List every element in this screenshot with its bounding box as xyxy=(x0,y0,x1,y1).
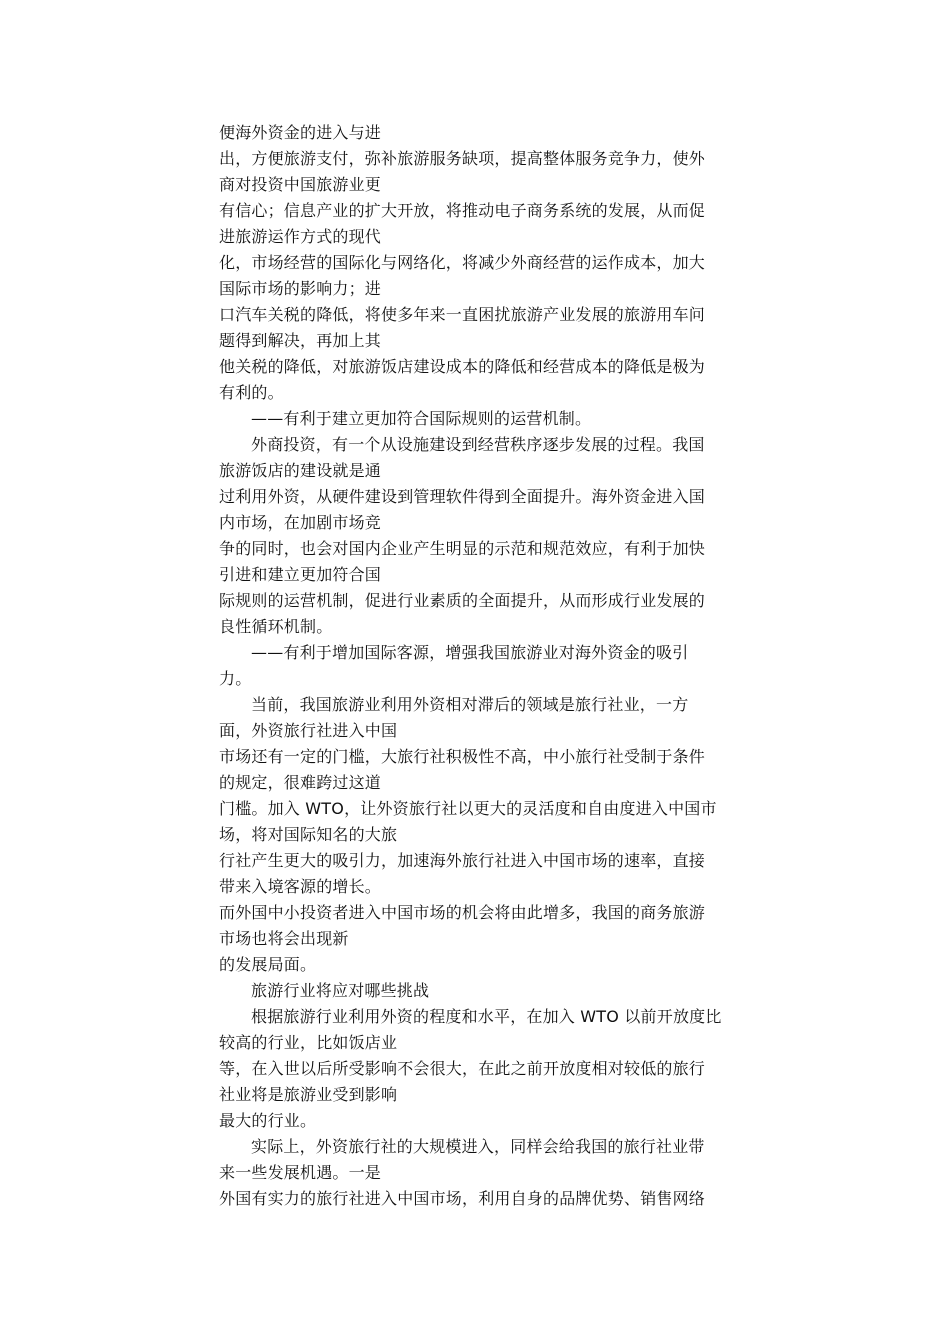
text-line: 化，市场经营的国际化与网络化，将减少外商经营的运作成本，加大 xyxy=(219,253,706,272)
text-line: 外国有实力的旅行社进入中国市场，利用自身的品牌优势、销售网络 xyxy=(219,1189,706,1208)
text-line: 较高的行业，比如饭店业 xyxy=(219,1033,398,1052)
text-line: 行社产生更大的吸引力，加速海外旅行社进入中国市场的速率，直接 xyxy=(219,851,706,870)
text-line: 的发展局面。 xyxy=(219,955,317,974)
text-line: 实际上，外资旅行社的大规模进入，同样会给我国的旅行社业带 xyxy=(251,1137,705,1156)
text-line: 引进和建立更加符合国 xyxy=(219,565,382,584)
text-line: 内市场，在加剧市场竞 xyxy=(219,513,382,532)
text-line: 外商投资，有一个从设施建设到经营秩序逐步发展的过程。我国 xyxy=(251,435,705,454)
text-line: 商对投资中国旅游业更 xyxy=(219,175,382,194)
text-line: 面，外资旅行社进入中国 xyxy=(219,721,398,740)
text-line: 有利的。 xyxy=(219,383,284,402)
text-line: 社业将是旅游业受到影响 xyxy=(219,1085,398,1104)
text-line: 际规则的运营机制，促进行业素质的全面提升，从而形成行业发展的 xyxy=(219,591,706,610)
text-line: 场，将对国际知名的大旅 xyxy=(219,825,398,844)
text-line: 国际市场的影响力；进 xyxy=(219,279,382,298)
text-line: 过利用外资，从硬件建设到管理软件得到全面提升。海外资金进入国 xyxy=(219,487,706,506)
text-line: 而外国中小投资者进入中国市场的机会将由此增多，我国的商务旅游 xyxy=(219,903,706,922)
document-body xyxy=(219,120,723,1212)
text-line: 市场还有一定的门槛，大旅行社积极性不高，中小旅行社受制于条件 xyxy=(219,747,706,766)
text-line: 市场也将会出现新 xyxy=(219,929,349,948)
text-line: ——有利于建立更加符合国际规则的运营机制。 xyxy=(251,409,592,428)
text-line: 力。 xyxy=(219,669,252,688)
text-line: 当前，我国旅游业利用外资相对滞后的领域是旅行社业，一方 xyxy=(251,695,689,714)
text-line: 出，方便旅游支付，弥补旅游服务缺项，提高整体服务竞争力，使外 xyxy=(219,149,706,168)
text-line: 的规定，很难跨过这道 xyxy=(219,773,382,792)
text-line: 根据旅游行业利用外资的程度和水平，在加入 WTO 以前开放度比 xyxy=(251,1007,722,1026)
text-line: 门槛。加入 WTO，让外资旅行社以更大的灵活度和自由度进入中国市 xyxy=(219,799,717,818)
text-line: 旅游饭店的建设就是通 xyxy=(219,461,382,480)
text-line: ——有利于增加国际客源，增强我国旅游业对海外资金的吸引 xyxy=(251,643,689,662)
text-line: 最大的行业。 xyxy=(219,1111,317,1130)
text-line: 等，在入世以后所受影响不会很大，在此之前开放度相对较低的旅行 xyxy=(219,1059,706,1078)
text-line: 他关税的降低，对旅游饭店建设成本的降低和经营成本的降低是极为 xyxy=(219,357,706,376)
text-line: 来一些发展机遇。一是 xyxy=(219,1163,382,1182)
text-line: 旅游行业将应对哪些挑战 xyxy=(251,981,430,1000)
text-line: 便海外资金的进入与进 xyxy=(219,123,382,142)
text-line: 题得到解决，再加上其 xyxy=(219,331,382,350)
text-line: 进旅游运作方式的现代 xyxy=(219,227,382,246)
text-line: 口汽车关税的降低，将使多年来一直困扰旅游产业发展的旅游用车问 xyxy=(219,305,706,324)
text-line: 有信心；信息产业的扩大开放，将推动电子商务系统的发展，从而促 xyxy=(219,201,706,220)
text-line: 良性循环机制。 xyxy=(219,617,333,636)
text-line: 争的同时，也会对国内企业产生明显的示范和规范效应，有利于加快 xyxy=(219,539,706,558)
text-line: 带来入境客源的增长。 xyxy=(219,877,382,896)
